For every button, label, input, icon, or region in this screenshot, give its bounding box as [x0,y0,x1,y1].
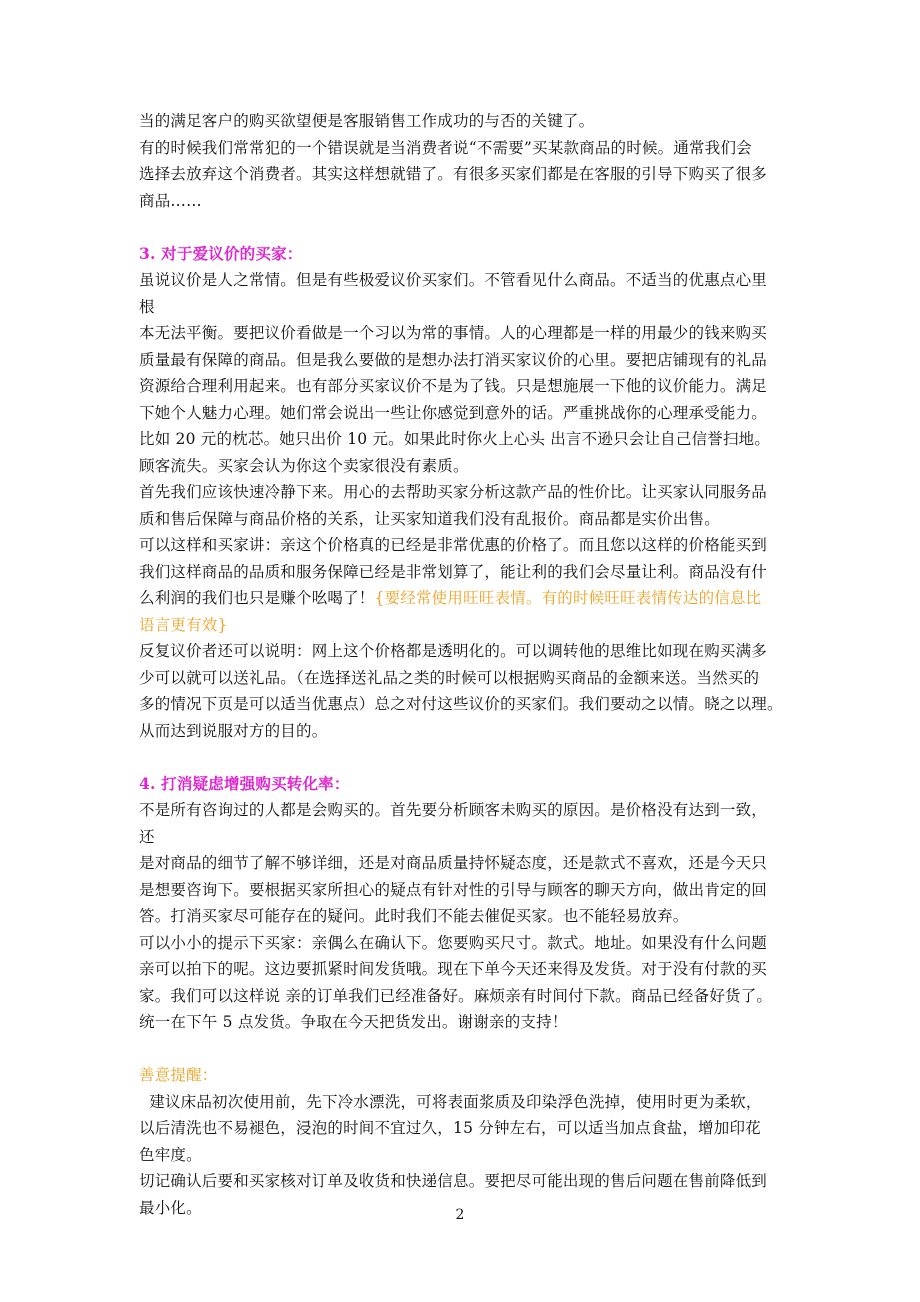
highlighted-tip: 语言更有效} [139,615,228,634]
page-number: 2 [455,1207,465,1223]
text-line: 首先我们应该快速冷静下来。用心的去帮助买家分析这款产品的性价比。让买家认同服务品 [139,483,768,501]
text-line: 比如 20 元的枕芯。她只出价 10 元。如果此时你火上心头 出言不逊只会让自己信誉扫地。 [139,430,771,448]
text-line: 以后清洗也不易褪色，浸泡的时间不宜过久，15 分钟左右，可以适当加点食盐，增加印花 [139,1119,761,1137]
text-segment: 么利润的我们也只是赚个吆喝了！ [139,589,375,607]
document-body [139,108,789,1221]
text-line: 当的满足客户的购买欲望便是客服销售工作成功的与否的关键了。 [139,112,595,130]
reminder-section [139,1062,789,1221]
section-heading: 4. 打消疑虑增强购买转化率： [139,773,350,793]
text-line: 根 [139,297,155,316]
text-line: 我们这样商品的品质和服务保障已经是非常划算了，能让利的我们会尽量让利。商品没有什 [139,562,768,581]
text-line: 还 [139,827,155,846]
text-line: 顾客流失。买家会认为你这个卖家很没有素质。 [139,456,469,475]
text-line: 多的情况下页是可以适当优惠点）总之对付这些议价的买家们。我们要动之以情。晓之以理。 [139,695,783,713]
text-line: 虽说议价是人之常情。但是有些极爱议价买家们。不管看见什么商品。不适当的优惠点心里 [139,271,768,289]
text-line: 可以小小的提示下买家：亲偶么在确认下。您要购买尺寸。款式。地址。如果没有什么问题 [139,933,768,952]
text-line: 建议床品初次使用前，先下冷水漂洗，可将表面浆质及印染浮色洗掉，使用时更为柔软， [139,1092,762,1111]
text-line: 不是所有咨询过的人都是会购买的。首先要分析顾客未购买的原因。是价格没有达到一致， [139,801,768,819]
text-line: 质和售后保障与商品价格的关系，让买家知道我们没有乱报价。商品都是实价出售。 [139,509,720,528]
text-line: 从而达到说服对方的目的。 [139,721,328,740]
intro-paragraph [139,108,789,214]
section-4 [139,771,789,1036]
text-line: 选择去放弃这个消费者。其实这样想就错了。有很多买家们都是在客服的引导下购买了很多 [139,165,768,183]
text-line: 色牢度。 [139,1145,202,1164]
text-line: 最小化。 [139,1198,202,1217]
text-line: 亲可以拍下的呢。这边要抓紧时间发货哦。现在下单今天还来得及发货。对于没有付款的买 [139,960,768,978]
text-line: 商品…… [139,191,202,210]
text-line: 统一在下午 5 点发货。争取在今天把货发出。谢谢亲的支持！ [139,1013,568,1031]
text-line: 是想要咨询下。要根据买家所担心的疑点有针对性的引导与顾客的聊天方向，做出肯定的回 [139,880,768,899]
section-3 [139,241,789,745]
text-line: 下她个人魅力心理。她们常会说出一些让你感觉到意外的话。严重挑战你的心理承受能力。 [139,403,768,422]
reminder-heading: 善意提醒： [139,1066,218,1084]
text-line: 资源给合理利用起来。也有部分买家议价不是为了钱。只是想施展一下他的议价能力。满足 [139,377,768,395]
text-line: 质量最有保障的商品。但是我么要做的是想办法打消买家议价的心里。要把店铺现有的礼品 [139,350,768,369]
text-line: 可以这样和买家讲：亲这个价格真的已经是非常优惠的价格了。而且您以这样的价格能买到 [139,536,768,554]
text-line: 有的时候我们常常犯的一个错误就是当消费者说“不需要”买某款商品的时候。通常我们会 [139,138,752,157]
section-heading: 3. 对于爱议价的买家： [139,243,303,263]
text-line: 少可以就可以送礼品。（在选择送礼品之类的时候可以根据购买商品的金额来送。当然买的 [139,668,760,687]
text-line-mixed [139,585,789,612]
text-line: 是对商品的细节了解不够详细，还是对商品质量持怀疑态度，还是款式不喜欢，还是今天只 [139,854,768,872]
text-line: 本无法平衡。要把议价看做是一个习以为常的事情。人的心理都是一样的用最少的钱来购买 [139,324,768,342]
text-line: 家。我们可以这样说 亲的订单我们已经准备好。麻烦亲有时间付下款。商品已经备好货了。 [139,986,773,1005]
highlighted-tip: {要经常使用旺旺表情。有的时候旺旺表情传达的信息比 [374,589,762,607]
text-line: 答。打消买家尽可能存在的疑问。此时我们不能去催促买家。也不能轻易放弃。 [139,907,689,925]
text-line: 反复议价者还可以说明：网上这个价格都是透明化的。可以调转他的思维比如现在购买满多 [139,642,768,660]
text-line: 切记确认后要和买家核对订单及收货和快递信息。要把尽可能出现的售后问题在售前降低到 [139,1172,768,1190]
